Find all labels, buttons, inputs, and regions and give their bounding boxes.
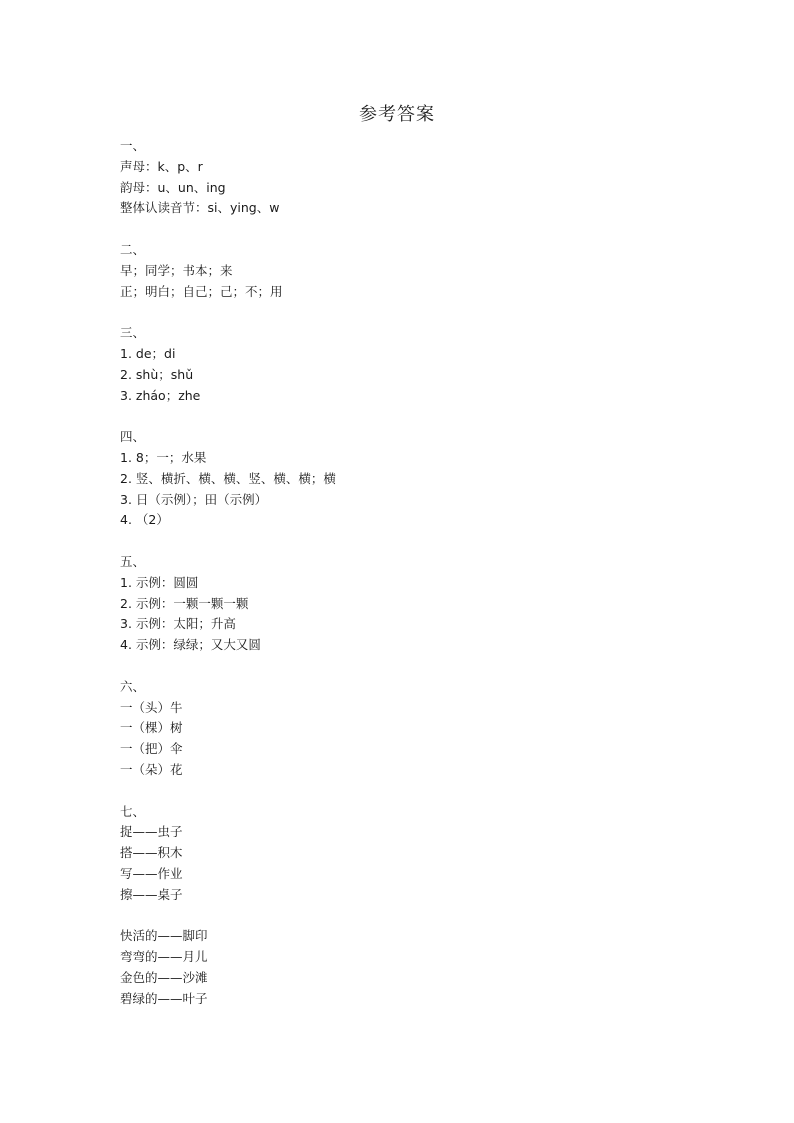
answer-line: 4. （2）	[120, 512, 169, 528]
answer-line: 碧绿的——叶子	[120, 990, 208, 1006]
answer-line: 整体认读音节：si、ying、w	[120, 200, 280, 216]
answer-line: 1. de；di	[120, 345, 176, 361]
section-heading: 一、	[120, 138, 146, 153]
section-7-part-2	[120, 926, 680, 1009]
answer-line: 一（朵）花	[120, 761, 183, 777]
section-3	[120, 323, 680, 406]
answer-line: 正；明白；自己；己；不；用	[120, 283, 283, 299]
section-heading: 二、	[120, 241, 146, 257]
answer-line: 声母：k、p、r	[120, 158, 203, 174]
section-6	[120, 677, 680, 781]
answer-line: 金色的——沙滩	[120, 969, 208, 985]
answer-line: 写——作业	[120, 865, 183, 881]
answer-line: 韵母：u、un、ing	[120, 179, 226, 195]
answer-line: 一（头）牛	[120, 699, 183, 715]
section-heading: 三、	[120, 325, 146, 341]
answer-line: 3. 示例：太阳；升高	[120, 616, 236, 632]
section-1	[120, 136, 680, 219]
answer-line: 一（棵）树	[120, 720, 183, 736]
section-2	[120, 240, 680, 302]
section-7	[120, 802, 680, 906]
answer-line: 2. 竖、横折、横、横、竖、横、横；横	[120, 470, 336, 486]
answer-line: 捉——虫子	[120, 824, 183, 840]
section-5	[120, 552, 680, 656]
answer-line: 一（把）伞	[120, 741, 183, 757]
section-heading: 六、	[120, 678, 146, 694]
answer-line: 1. 示例：圆圆	[120, 574, 199, 590]
answer-line: 2. 示例：一颗一颗一颗	[120, 595, 249, 611]
section-4	[120, 427, 680, 531]
page-title: 参考答案	[359, 104, 435, 125]
answer-line: 1. 8；一；水果	[120, 449, 207, 465]
answer-line: 弯弯的——月儿	[120, 949, 208, 965]
answer-line: 早；同学；书本；来	[120, 262, 233, 278]
answer-line: 擦——桌子	[120, 886, 183, 902]
section-heading: 四、	[120, 429, 146, 445]
answer-content	[120, 136, 680, 1030]
section-heading: 五、	[120, 553, 146, 569]
answer-line: 4. 示例：绿绿；又大又圆	[120, 637, 261, 653]
answer-line: 2. shù；shǔ	[120, 366, 194, 382]
answer-line: 快活的——脚印	[120, 928, 208, 944]
section-heading: 七、	[120, 803, 146, 819]
answer-line: 3. 日（示例）；田（示例）	[120, 491, 268, 507]
answer-line: 3. zháo；zhe	[120, 387, 201, 403]
answer-line: 搭——积木	[120, 845, 183, 861]
